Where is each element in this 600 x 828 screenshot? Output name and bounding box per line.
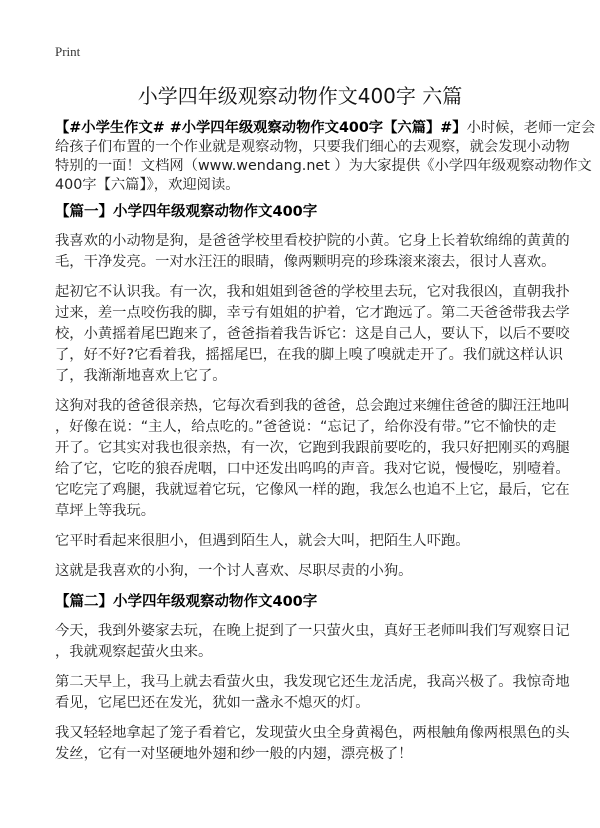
paragraph	[55, 561, 555, 582]
intro-line: 小时候，老师一定会	[466, 120, 596, 136]
paragraph-line: 今天，我到外婆家去玩，在晚上捉到了一只萤火虫，真好王老师叫我们写观察日记	[55, 623, 570, 639]
paragraph-line: 这就是我喜欢的小狗，一个讨人喜欢、尽职尽责的小狗。	[55, 563, 413, 579]
paragraph-line: 这狗对我的爸爸很亲热，它每次看到我的爸爸，总会跑过来缠住爸爸的脚汪汪地叫	[55, 398, 570, 414]
page-title: 小学四年级观察动物作文400字 六篇	[137, 84, 463, 108]
paragraph	[55, 621, 570, 663]
paragraph-line: 它平时看起来很胆小，但遇到陌生人，就会大叫，把陌生人吓跑。	[55, 533, 470, 549]
paragraph-line: 看见，它尾巴还在发光，犹如一盏永不熄灭的灯。	[55, 695, 370, 711]
paragraph-line: 我又轻轻地拿起了笼子看着它，发现萤火虫全身黄褐色，两根触角像两根黑色的头	[55, 725, 570, 741]
paragraph-line: 第二天早上，我马上就去看萤火虫，我发现它还生龙活虎，我高兴极了。我惊奇地	[55, 674, 570, 690]
paragraph-line: 起初它不认识我。有一次，我和姐姐到爸爸的学校里去玩，它对我很凶，直朝我扑	[55, 284, 570, 300]
intro-tags: 【#小学生作文# #小学四年级观察动物作文400字【六篇】#】	[55, 120, 467, 136]
article-body	[55, 201, 570, 774]
intro-paragraph	[55, 119, 596, 195]
paragraph-line: ，好像在说：“主人，给点吃的。”爸爸说：“忘记了，给你没有带。”它不愉快的走	[55, 419, 557, 435]
paragraph-line: 过来，差一点咬伤我的脚，幸亏有姐姐的护着，它才跑远了。第二天爸爸带我去学	[55, 305, 570, 321]
intro-line: 给孩子们布置的一个作业就是观察动物，只要我们细心的去观察，就会发现小动物	[55, 139, 570, 155]
section-heading: 【篇一】小学四年级观察动物作文400字	[55, 204, 318, 220]
paragraph	[55, 531, 555, 552]
paragraph-line: 了，我渐渐地喜欢上它了。	[55, 368, 227, 384]
paragraph-line: 毛，干净发亮。一对水汪汪的眼睛，像两颗明亮的珍珠滚来滚去，很讨人喜欢。	[55, 254, 556, 270]
paragraph-line: 草坪上等我玩。	[55, 503, 156, 519]
paragraph	[55, 396, 570, 522]
paragraph-line: 校，小黄摇着尾巴跑来了，爸爸指着我告诉它：这是自己人，要认下，以后不要咬	[55, 326, 570, 342]
paragraph-line: 发丝，它有一对坚硬地外翅和纱一般的内翅，漂亮极了！	[55, 746, 413, 762]
paragraph-line: ，我就观察起萤火虫来。	[55, 644, 213, 660]
section-heading: 【篇二】小学四年级观察动物作文400字	[55, 594, 318, 610]
paragraph-line: 开了。它其实对我也很亲热，有一次，它跑到我跟前要吃的，我只好把刚买的鸡腿	[55, 440, 570, 456]
paragraph-line: 它吃完了鸡腿，我就逗着它玩，它像风一样的跑，我怎么也追不上它，最后，它在	[55, 482, 570, 498]
paragraph	[55, 282, 570, 387]
paragraph	[55, 672, 570, 714]
paragraph-line: 我喜欢的小动物是狗，是爸爸学校里看校护院的小黄。它身上长着软绵绵的黄黄的	[55, 233, 570, 249]
paragraph	[55, 231, 570, 273]
paragraph-line: 给了它，它吃的狼吞虎咽，口中还发出呜呜的声音。我对它说，慢慢吃，别噎着。	[55, 461, 570, 477]
paragraph	[55, 723, 570, 765]
intro-line: 400字【六篇】》，欢迎阅读。	[55, 177, 240, 193]
print-label: Print	[55, 44, 81, 59]
paragraph-line: 了，好不好?它看着我，摇摇尾巴，在我的脚上嗅了嗅就走开了。我们就这样认识	[55, 347, 563, 363]
intro-line: 特别的一面！文档网（www.wendang.net ）为大家提供《小学四年级观察动物作文	[55, 158, 592, 174]
